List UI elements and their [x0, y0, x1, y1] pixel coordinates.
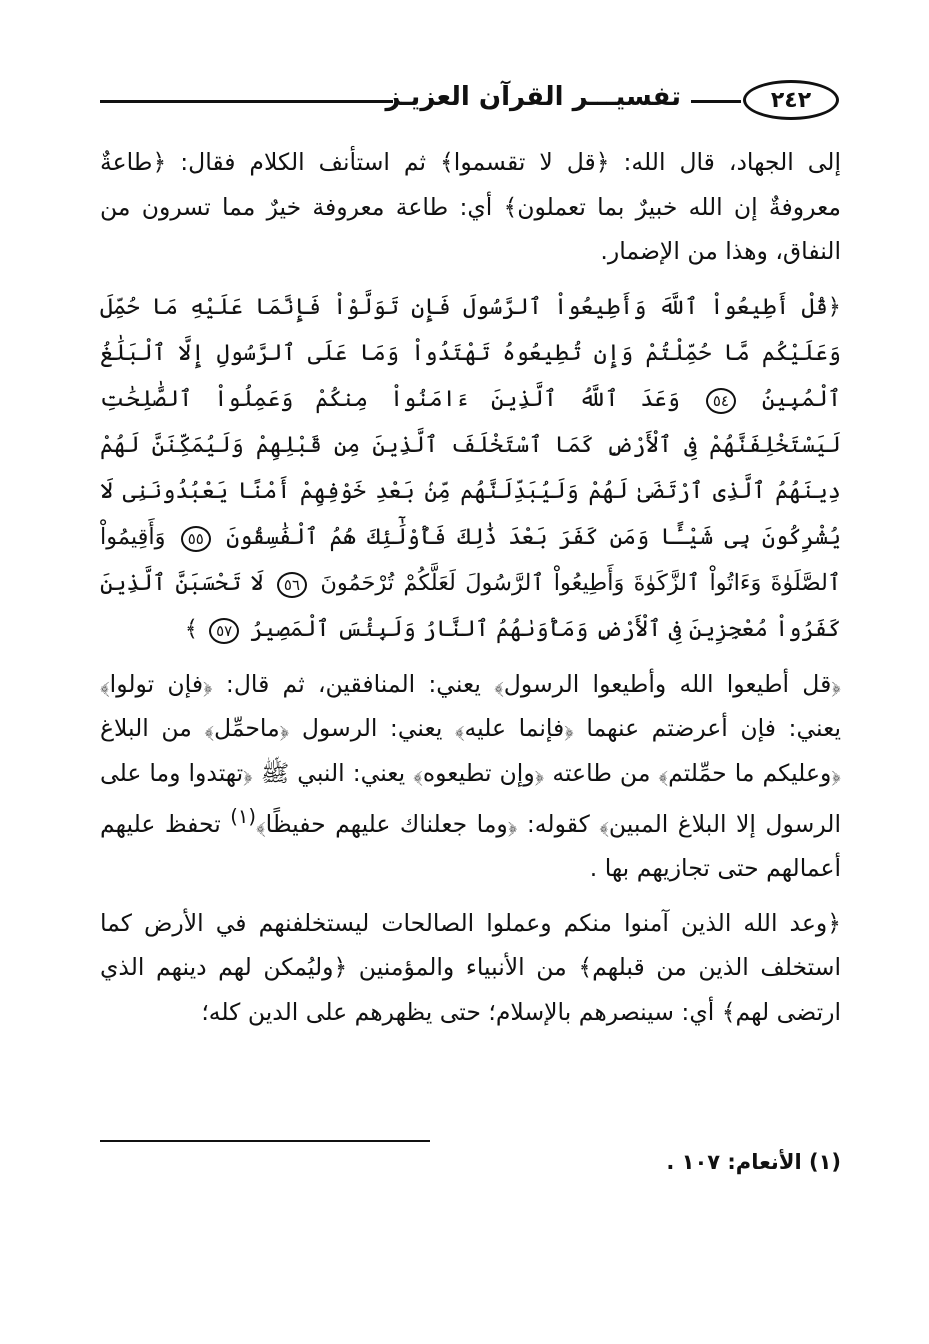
paragraph-1: إلى الجهاد، قال الله: ﴿قل لا تقسموا﴾ ثم استأنف الكلام فقال: ﴿طاعةٌ معروفةٌ إن الله خبيرٌ بما تعملون﴾ أي: طاعة معروفة خيرٌ مما تسرون من النفاق، وهذا من الإضمار. — [100, 148, 841, 265]
ayah-marker-54: ٥٤ — [706, 388, 736, 414]
quran-passage — [100, 284, 841, 652]
footnote-separator — [100, 1140, 430, 1142]
footnote: (١) الأنعام: ١٠٧ . — [666, 1150, 841, 1174]
running-title: تفسيـــر القرآن العزيـز — [385, 82, 681, 112]
quran-close-bracket: ﴾ — [184, 615, 198, 642]
quran-verse-54: ﴿قُلْ أَطِيعُواْ ٱللَّهَ وَأَطِيعُواْ ٱلرَّسُولَ فَإِن تَوَلَّوْاْ فَإِنَّمَا عَلَيْهِ مَا حُمِّلَ وَعَلَيْكُم مَّا حُمِّلْتُمْ وَإِن تُطِيعُوهُ تَهْتَدُواْ وَمَا عَلَى ٱلرَّسُولِ إِلَّا ٱلْبَلَٰغُ ٱلْمُبِينُ — [100, 293, 842, 412]
page-header — [100, 70, 841, 140]
page-number: ٢٤٢ — [743, 80, 839, 120]
ayah-marker-57: ٥٧ — [209, 618, 239, 644]
ayah-marker-55: ٥٥ — [181, 526, 211, 552]
header-rule-left — [100, 100, 393, 103]
footnote-ref: (١) — [230, 805, 257, 828]
paragraph-3: ﴿وعد الله الذين آمنوا منكم وعملوا الصالحات ليستخلفنهم في الأرض كما استخلف الذين من قبلهم﴾ من الأنبياء والمؤمنين ﴿وليُمكن لهم دينهم الذي ارتضى لهم﴾ أي: سينصرهم بالإسلام؛ حتى يظهرهم على الدين كله؛ — [100, 908, 841, 1026]
paragraph-2-text: ﴿قل أطيعوا الله وأطيعوا الرسول﴾ يعني: المنافقين، ثم قال: ﴿فإن تولوا﴾ يعني: فإن أعرضتم عنهما ﴿فإنما عليه﴾ يعني: الرسول ﴿ماحمِّل﴾ من البلاغ ﴿وعليكم ما حمِّلتم﴾ من طاعته ﴿وإن تطيعوه﴾ يعني: النبي ﷺ ﴿تهتدوا وما على الرسول إلا البلاغ المبين﴾ كقوله: ﴿وما جعلناك عليهم حفيظًا﴾ — [100, 669, 841, 838]
paragraph-2-end: تحفظ عليهم أعمالهم حتى تجازيهم بها . — [100, 809, 841, 883]
paragraph-2 — [100, 662, 841, 891]
header-rule-right — [691, 100, 741, 103]
quran-verse-57: لَا تَحْسَبَنَّ ٱلَّذِينَ كَفَرُواْ مُعْجِزِينَ فِى ٱلْأَرْضِ وَمَأْوَىٰهُمُ ٱلنَّارُ وَلَبِئْسَ ٱلْمَصِيرُ — [100, 569, 841, 642]
quran-verse-55: وَعَدَ ٱللَّهُ ٱلَّذِينَ ءَامَنُواْ مِنكُمْ وَعَمِلُواْ ٱلصَّٰلِحَٰتِ لَيَسْتَخْلِفَنَّهُمْ فِى ٱلْأَرْضِ كَمَا ٱسْتَخْلَفَ ٱلَّذِينَ مِن قَبْلِهِمْ وَلَيُمَكِّنَنَّ لَهُمْ دِينَهُمُ ٱلَّذِى ٱرْتَضَىٰ لَهُمْ وَلَيُبَدِّلَنَّهُم مِّنۢ بَعْدِ خَوْفِهِمْ أَمْنًا يَعْبُدُونَنِى لَا يُشْرِكُونَ بِى شَيْـًٔا وَمَن كَفَرَ بَعْدَ ذَٰلِكَ فَأُوْلَٰٓئِكَ هُمُ ٱلْفَٰسِقُونَ — [100, 385, 842, 550]
quran-verse-56: وَأَقِيمُواْ ٱلصَّلَوٰةَ وَءَاتُواْ ٱلزَّكَوٰةَ وَأَطِيعُواْ ٱلرَّسُولَ لَعَلَّكُمْ تُرْحَمُونَ — [100, 523, 842, 596]
ayah-marker-56: ٥٦ — [277, 572, 307, 598]
page — [100, 70, 841, 1304]
